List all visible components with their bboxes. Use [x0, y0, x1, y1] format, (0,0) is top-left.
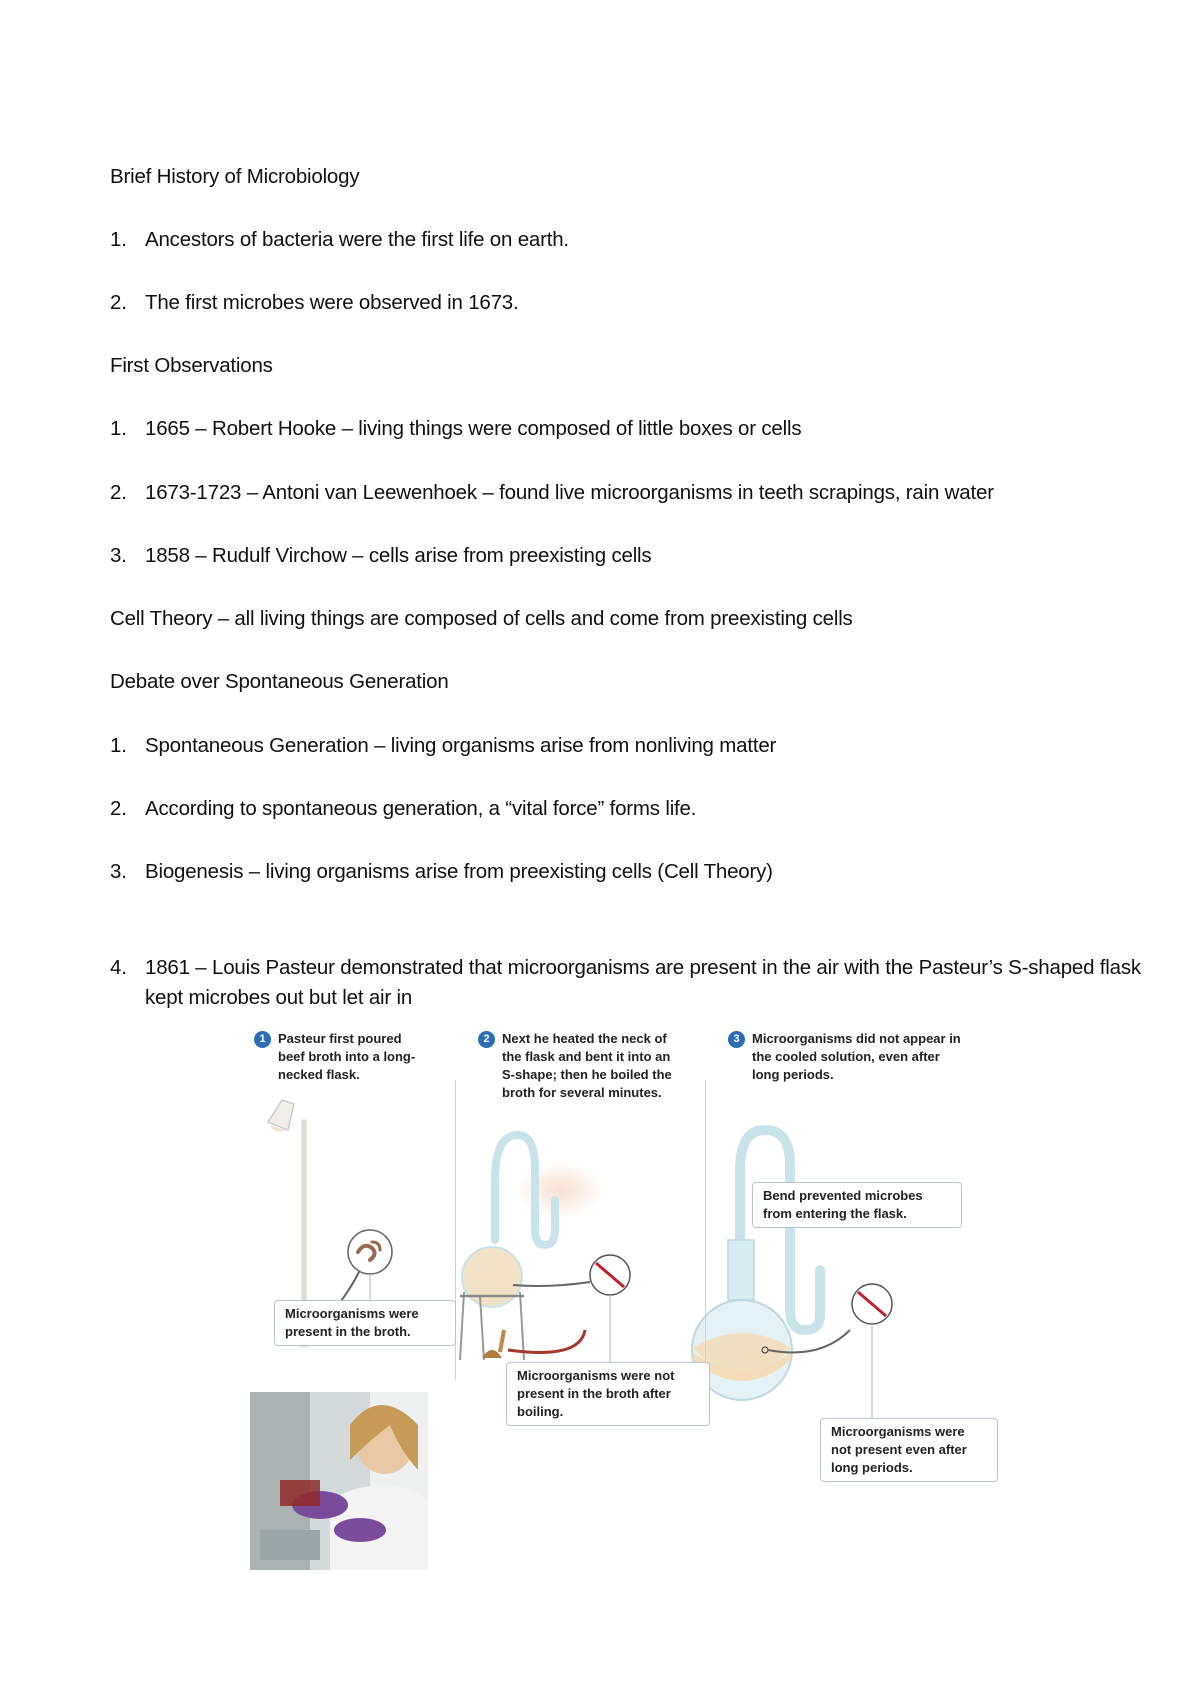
- list-item: [110, 859, 773, 885]
- list-item: [110, 543, 651, 569]
- list-text: According to spontaneous generation, a “vital force” forms life.: [145, 797, 697, 820]
- list-text: 1858 – Rudulf Virchow – cells arise from preexisting cells: [145, 544, 652, 567]
- list-number: 1.: [110, 417, 127, 440]
- pasteur-flask-figure: [250, 1030, 1020, 1570]
- list-number: 2.: [110, 797, 127, 820]
- list-item: [110, 416, 801, 442]
- list-text: The first microbes were observed in 1673.: [145, 291, 519, 314]
- list-item: [110, 480, 994, 506]
- magnifier-microbes: [348, 1230, 392, 1274]
- step-1-caption: [259, 1030, 428, 1084]
- list-item: [110, 796, 696, 822]
- lab-photo: [250, 1392, 428, 1570]
- callout-not-present-long: Microorganisms were not present even after long periods.: [820, 1418, 998, 1482]
- list-text: Spontaneous Generation – living organisms arise from nonliving matter: [145, 734, 777, 757]
- list-number: 2.: [110, 481, 127, 504]
- panel-3-flask: [692, 1130, 892, 1418]
- callout-microbes-present: Microorganisms were present in the broth.: [274, 1300, 456, 1346]
- heading-first-observations: First Observations: [110, 354, 273, 377]
- list-item: [110, 227, 569, 253]
- step-text: Microorganisms did not appear in the cooled solution, even after long periods.: [752, 1031, 961, 1082]
- callout-not-present-after-boiling: Microorganisms were not present in the broth after boiling.: [506, 1362, 710, 1426]
- step-2-caption: [483, 1030, 682, 1102]
- list-number: 4.: [110, 956, 127, 979]
- list-text: 1665 – Robert Hooke – living things were composed of little boxes or cells: [145, 417, 802, 440]
- list-number: 2.: [110, 291, 127, 314]
- list-item: [110, 733, 776, 759]
- panel-divider: [705, 1080, 706, 1380]
- callout-bend-prevented: Bend prevented microbes from entering the flask.: [752, 1182, 962, 1228]
- heading-spontaneous-generation: Debate over Spontaneous Generation: [110, 670, 449, 693]
- step-badge: 1: [254, 1031, 271, 1048]
- panel-2-flask: [460, 1135, 630, 1362]
- step-badge: 3: [728, 1031, 745, 1048]
- list-item: [110, 953, 1155, 1013]
- list-text: 1673-1723 – Antoni van Leewenhoek – found live microorganisms in teeth scrapings, rain water: [145, 481, 994, 504]
- list-number: 1.: [110, 228, 127, 251]
- list-text: 1861 – Louis Pasteur demonstrated that microorganisms are present in the air with the Pasteur’s S-shaped flask kept microbes out but let air in: [145, 956, 1141, 1009]
- list-number: 3.: [110, 544, 127, 567]
- list-item: [110, 290, 519, 316]
- list-number: 3.: [110, 860, 127, 883]
- list-text: Ancestors of bacteria were the first life on earth.: [145, 228, 569, 251]
- step-text: Pasteur first poured beef broth into a long-necked flask.: [278, 1031, 416, 1082]
- list-text: Biogenesis – living organisms arise from preexisting cells (Cell Theory): [145, 860, 773, 883]
- cell-theory-definition: Cell Theory – all living things are composed of cells and come from preexisting cells: [110, 607, 853, 630]
- step-badge: 2: [478, 1031, 495, 1048]
- step-3-caption: [733, 1030, 967, 1084]
- heading-brief-history: Brief History of Microbiology: [110, 165, 360, 188]
- list-number: 1.: [110, 734, 127, 757]
- step-text: Next he heated the neck of the flask and bent it into an S-shape; then he boiled the broth for several minutes.: [502, 1031, 672, 1100]
